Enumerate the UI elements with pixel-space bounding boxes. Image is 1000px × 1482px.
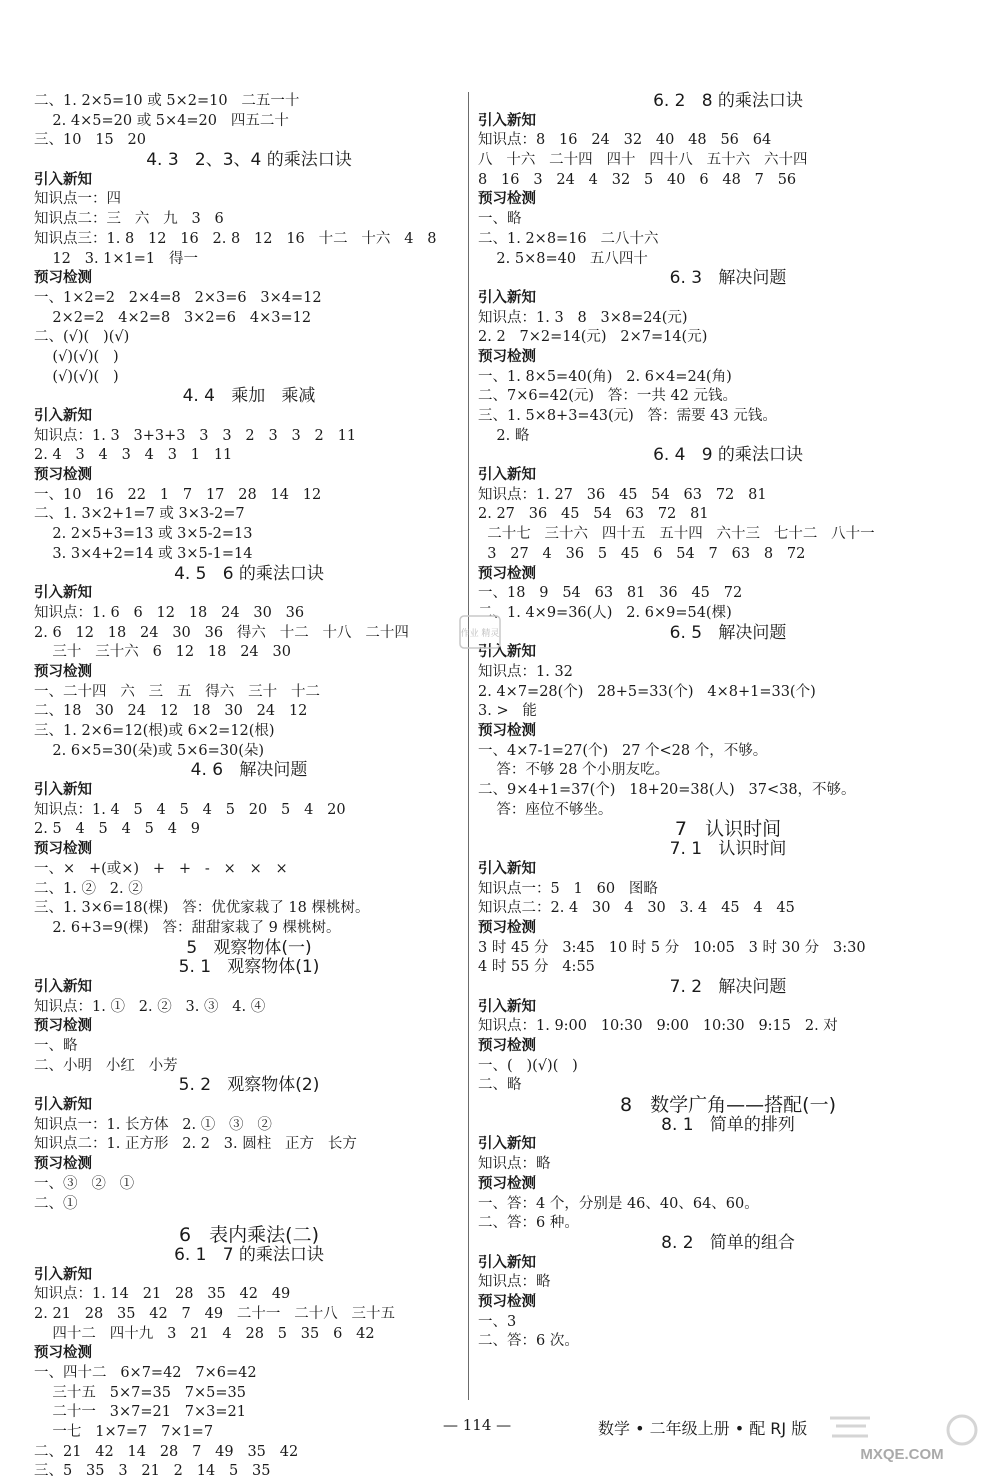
section-title: 7. 1 认识时间 (669, 839, 787, 860)
text-line: 知识点：1. 9:00 10:30 9:00 10:30 9:15 2. 对 (478, 1018, 838, 1035)
text-line: 3 时 45 分 3:45 10 时 5 分 10:05 3 时 30 分 3:30 (478, 939, 866, 956)
page-number: — 114 — (443, 1416, 512, 1434)
text-line: 知识点：1. 3 3+3+3 3 3 2 3 3 2 11 (34, 427, 357, 444)
text-line: 一、二十四 六 三 五 得六 三十 十二 (34, 683, 320, 700)
text-line: 2. 27 36 45 54 63 72 81 (478, 506, 709, 523)
text-line: 一、③ ② ① (34, 1175, 135, 1192)
text-line: 知识点二：三 六 九 3 6 (34, 211, 224, 228)
section-label: 引入新知 (478, 1136, 536, 1153)
watermark-text: MXQE.COM (860, 1446, 944, 1463)
text-line: 2. 2 7×2=14(元) 2×7=14(元) (478, 329, 708, 346)
text-line: 2. 略 (478, 427, 530, 444)
section-label: 预习检测 (34, 1345, 92, 1362)
text-line: 3 27 4 36 5 45 6 54 7 63 8 72 (478, 545, 806, 562)
section-label: 引入新知 (34, 1097, 92, 1114)
text-line: 四十二 四十九 3 21 4 28 5 35 6 42 (34, 1325, 375, 1342)
text-line: 知识点：1. ① 2. ② 3. ③ 4. ④ (34, 998, 266, 1015)
section-label: 引入新知 (34, 171, 92, 188)
section-title: 4. 3 2、3、4 的乘法口诀 (146, 150, 352, 171)
section-label: 引入新知 (478, 860, 536, 877)
section-title: 8. 1 简单的排列 (661, 1114, 795, 1135)
text-line: 二、答：6 次。 (478, 1333, 579, 1350)
text-line: 一、18 9 54 63 81 36 45 72 (478, 585, 743, 602)
watermark-center-text: 作业 精灵 (460, 629, 500, 639)
text-line: 知识点：1. 3 8 3×8=24(元) (478, 309, 688, 326)
text-line: 三、10 15 20 (34, 132, 147, 149)
text-line: 2. 4×5=20 或 5×4=20 四五二十 (34, 112, 289, 129)
text-line: 知识点：1. 4 5 4 5 4 5 20 5 4 20 (34, 801, 346, 818)
section-label: 引入新知 (478, 1254, 536, 1271)
text-line: 一、1. 8×5=40(角) 2. 6×4=24(角) (478, 368, 732, 385)
text-line: 知识点一：四 (34, 191, 121, 208)
text-line: 一七 1×7=7 7×1=7 (34, 1424, 214, 1441)
text-line: 二、18 30 24 12 18 30 24 12 (34, 703, 308, 720)
text-line: 8 16 3 24 4 32 5 40 6 48 7 56 (478, 171, 797, 188)
text-line: 知识点二：1. 正方形 2. 2 3. 圆柱 正方 长方 (34, 1136, 357, 1153)
text-line: 知识点一：1. 长方体 2. ① ③ ② (34, 1116, 272, 1133)
watermark-logo (822, 1412, 982, 1464)
text-line: 二、7×6=42(元) 答：一共 42 元钱。 (478, 388, 738, 405)
text-line: 八 十六 二十四 四十 四十八 五十六 六十四 (478, 152, 808, 169)
text-line: 知识点三：1. 8 12 16 2. 8 12 16 十二 十六 4 8 (34, 230, 437, 247)
text-line: 2. 4 3 4 3 4 3 1 11 (34, 447, 233, 464)
section-label: 引入新知 (478, 644, 536, 661)
text-line: 三十五 5×7=35 7×5=35 (34, 1384, 246, 1401)
text-line: 二十一 3×7=21 7×3=21 (34, 1404, 246, 1421)
text-line: 知识点：1. 6 6 12 18 24 30 36 (34, 604, 305, 621)
text-line: 二、1. 3×2+1=7 或 3×3-2=7 (34, 506, 245, 523)
text-line: 一、4×7-1=27(个) 27 个<28 个，不够。 (478, 742, 768, 759)
text-line: 二十七 三十六 四十五 五十四 六十三 七十二 八十一 (478, 526, 875, 543)
text-line: 三十 三十六 6 12 18 24 30 (34, 644, 291, 661)
text-line: (√)(√)( ) (34, 348, 119, 365)
text-line: 三、5 35 3 21 2 14 5 35 (34, 1463, 271, 1480)
section-label: 引入新知 (478, 998, 536, 1015)
text-line: 一、四十二 6×7=42 7×6=42 (34, 1365, 257, 1381)
chapter-title: 7 认识时间 (674, 818, 782, 841)
section-label: 引入新知 (34, 1266, 92, 1283)
section-title: 5 观察物体(一) (186, 937, 312, 958)
text-line: 3. 3×4+2=14 或 3×5-1=14 (34, 545, 253, 562)
text-line: 3. > 能 (478, 703, 537, 720)
text-line: 2. 2×5+3=13 或 3×5-2=13 (34, 526, 253, 543)
section-label: 预习检测 (478, 919, 536, 936)
column-divider (468, 92, 469, 1400)
section-title: 6. 4 9 的乘法口诀 (653, 445, 803, 466)
section-label: 预习检测 (478, 723, 536, 739)
section-label: 预习检测 (34, 841, 92, 858)
section-label: 预习检测 (34, 663, 92, 680)
text-line: 一、答：4 个，分别是 46、40、64、60。 (478, 1195, 759, 1212)
left-column (34, 92, 464, 1482)
section-label: 预习检测 (478, 348, 536, 365)
text-line: 一、1×2=2 2×4=8 2×3=6 3×4=12 (34, 289, 322, 306)
section-title: 6. 3 解决问题 (669, 268, 787, 289)
section-title: 5. 1 观察物体(1) (178, 957, 320, 978)
section-label: 预习检测 (478, 191, 536, 208)
text-line: 2. 4×7=28(个) 28+5=33(个) 4×8+1=33(个) (478, 683, 816, 700)
section-title: 5. 2 观察物体(2) (178, 1075, 320, 1096)
section-title: 7. 2 解决问题 (669, 976, 787, 997)
text-line: 2. 21 28 35 42 7 49 二十一 二十八 三十五 (34, 1305, 396, 1322)
text-line: 二、1. 4×9=36(人) 2. 6×9=54(棵) (478, 604, 732, 621)
section-label: 引入新知 (478, 112, 536, 129)
section-label: 引入新知 (478, 467, 536, 484)
text-line: 12 3. 1×1=1 得一 (34, 250, 198, 267)
text-line: 知识点：略 (478, 1274, 551, 1291)
text-line: 2. 5 4 5 4 5 4 9 (34, 821, 200, 838)
text-line: 三、1. 5×8+3=43(元) 答：需要 43 元钱。 (478, 408, 777, 424)
watermark-stamp (456, 612, 504, 652)
text-line: 二、小明 小红 小芳 (34, 1057, 178, 1074)
text-line: 答：座位不够坐。 (478, 801, 613, 818)
text-line: (√)(√)( ) (34, 368, 119, 385)
text-line: 知识点：8 16 24 32 40 48 56 64 (478, 132, 772, 149)
section-title: 6. 2 8 的乘法口诀 (653, 91, 803, 111)
text-line: 知识点：略 (478, 1156, 551, 1173)
book-info: 数学 • 二年级上册 • 配 RJ 版 (598, 1419, 808, 1438)
text-line: 三、1. 3×6=18(棵) 答：优优家栽了 18 棵桃树。 (34, 900, 370, 917)
text-line: 一、( )(√)( ) (478, 1057, 578, 1074)
text-line: 一、略 (478, 211, 522, 228)
section-title: 4. 6 解决问题 (190, 760, 308, 781)
section-label: 预习检测 (478, 1175, 536, 1192)
text-line: 知识点：1. 32 (478, 663, 573, 680)
text-line: 2×2=2 4×2=8 3×2=6 4×3=12 (34, 309, 312, 326)
section-title: 6. 1 7 的乘法口诀 (174, 1244, 324, 1265)
text-line: 4 时 55 分 4:55 (478, 959, 595, 976)
text-line: 2. 6+3=9(棵) 答：甜甜家栽了 9 棵桃树。 (34, 919, 341, 936)
text-line: 知识点一：5 1 60 图略 (478, 880, 658, 897)
text-line: 二、1. ② 2. ② (34, 880, 143, 897)
text-line: 三、1. 2×6=12(根)或 6×2=12(根) (34, 723, 275, 739)
section-title: 6. 5 解决问题 (669, 622, 787, 643)
text-line: 二、答：6 种。 (478, 1215, 579, 1232)
text-line: 二、1. 2×8=16 二八十六 (478, 230, 659, 247)
section-label: 引入新知 (34, 782, 92, 799)
chapter-title: 8 数学广角——搭配(一) (619, 1094, 837, 1117)
section-label: 引入新知 (34, 585, 92, 602)
section-label: 引入新知 (34, 978, 92, 995)
section-label: 预习检测 (478, 1038, 536, 1054)
text-line: 答：不够 28 个小朋友吃。 (478, 762, 670, 779)
text-line: 一、× +(或×) + + - × × × (34, 860, 288, 877)
text-line: 2. 5×8=40 五八四十 (478, 250, 648, 267)
section-title: 8. 2 简单的组合 (661, 1232, 795, 1253)
section-label: 预习检测 (34, 270, 92, 287)
section-label: 预习检测 (478, 565, 536, 582)
text-line: 知识点：1. 14 21 28 35 42 49 (34, 1286, 291, 1303)
section-label: 预习检测 (34, 467, 92, 484)
text-line: 2. 6×5=30(朵)或 5×6=30(朵) (34, 742, 265, 759)
text-line: 二、略 (478, 1077, 522, 1094)
text-line: 一、3 (478, 1313, 517, 1330)
section-label: 引入新知 (478, 289, 536, 306)
section-label: 引入新知 (34, 408, 92, 424)
section-title: 4. 4 乘加 乘减 (182, 386, 316, 407)
text-line: 2. 6 12 18 24 30 36 得六 十二 十八 二十四 (34, 624, 409, 641)
text-line: 一、10 16 22 1 7 17 28 14 12 (34, 486, 322, 503)
section-label: 预习检测 (478, 1293, 536, 1310)
text-line: 二、21 42 14 28 7 49 35 42 (34, 1443, 299, 1460)
text-line: 一、略 (34, 1038, 78, 1054)
text-line: 二、① (34, 1195, 78, 1212)
text-line: 二、9×4+1=37(个) 18+20=38(人) 37<38，不够。 (478, 782, 856, 799)
section-label: 预习检测 (34, 1018, 92, 1035)
text-line: 二、(√)( )(√) (34, 329, 130, 346)
section-title: 4. 5 6 的乘法口诀 (174, 563, 324, 584)
section-label: 预习检测 (34, 1156, 92, 1173)
chapter-title: 6 表内乘法(二) (178, 1224, 320, 1247)
text-line: 知识点二：2. 4 30 4 30 3. 4 45 4 45 (478, 900, 795, 917)
text-line: 二、1. 2×5=10 或 5×2=10 二五一十 (34, 93, 300, 109)
right-column (478, 92, 978, 1352)
text-line: 知识点：1. 27 36 45 54 63 72 81 (478, 486, 767, 503)
